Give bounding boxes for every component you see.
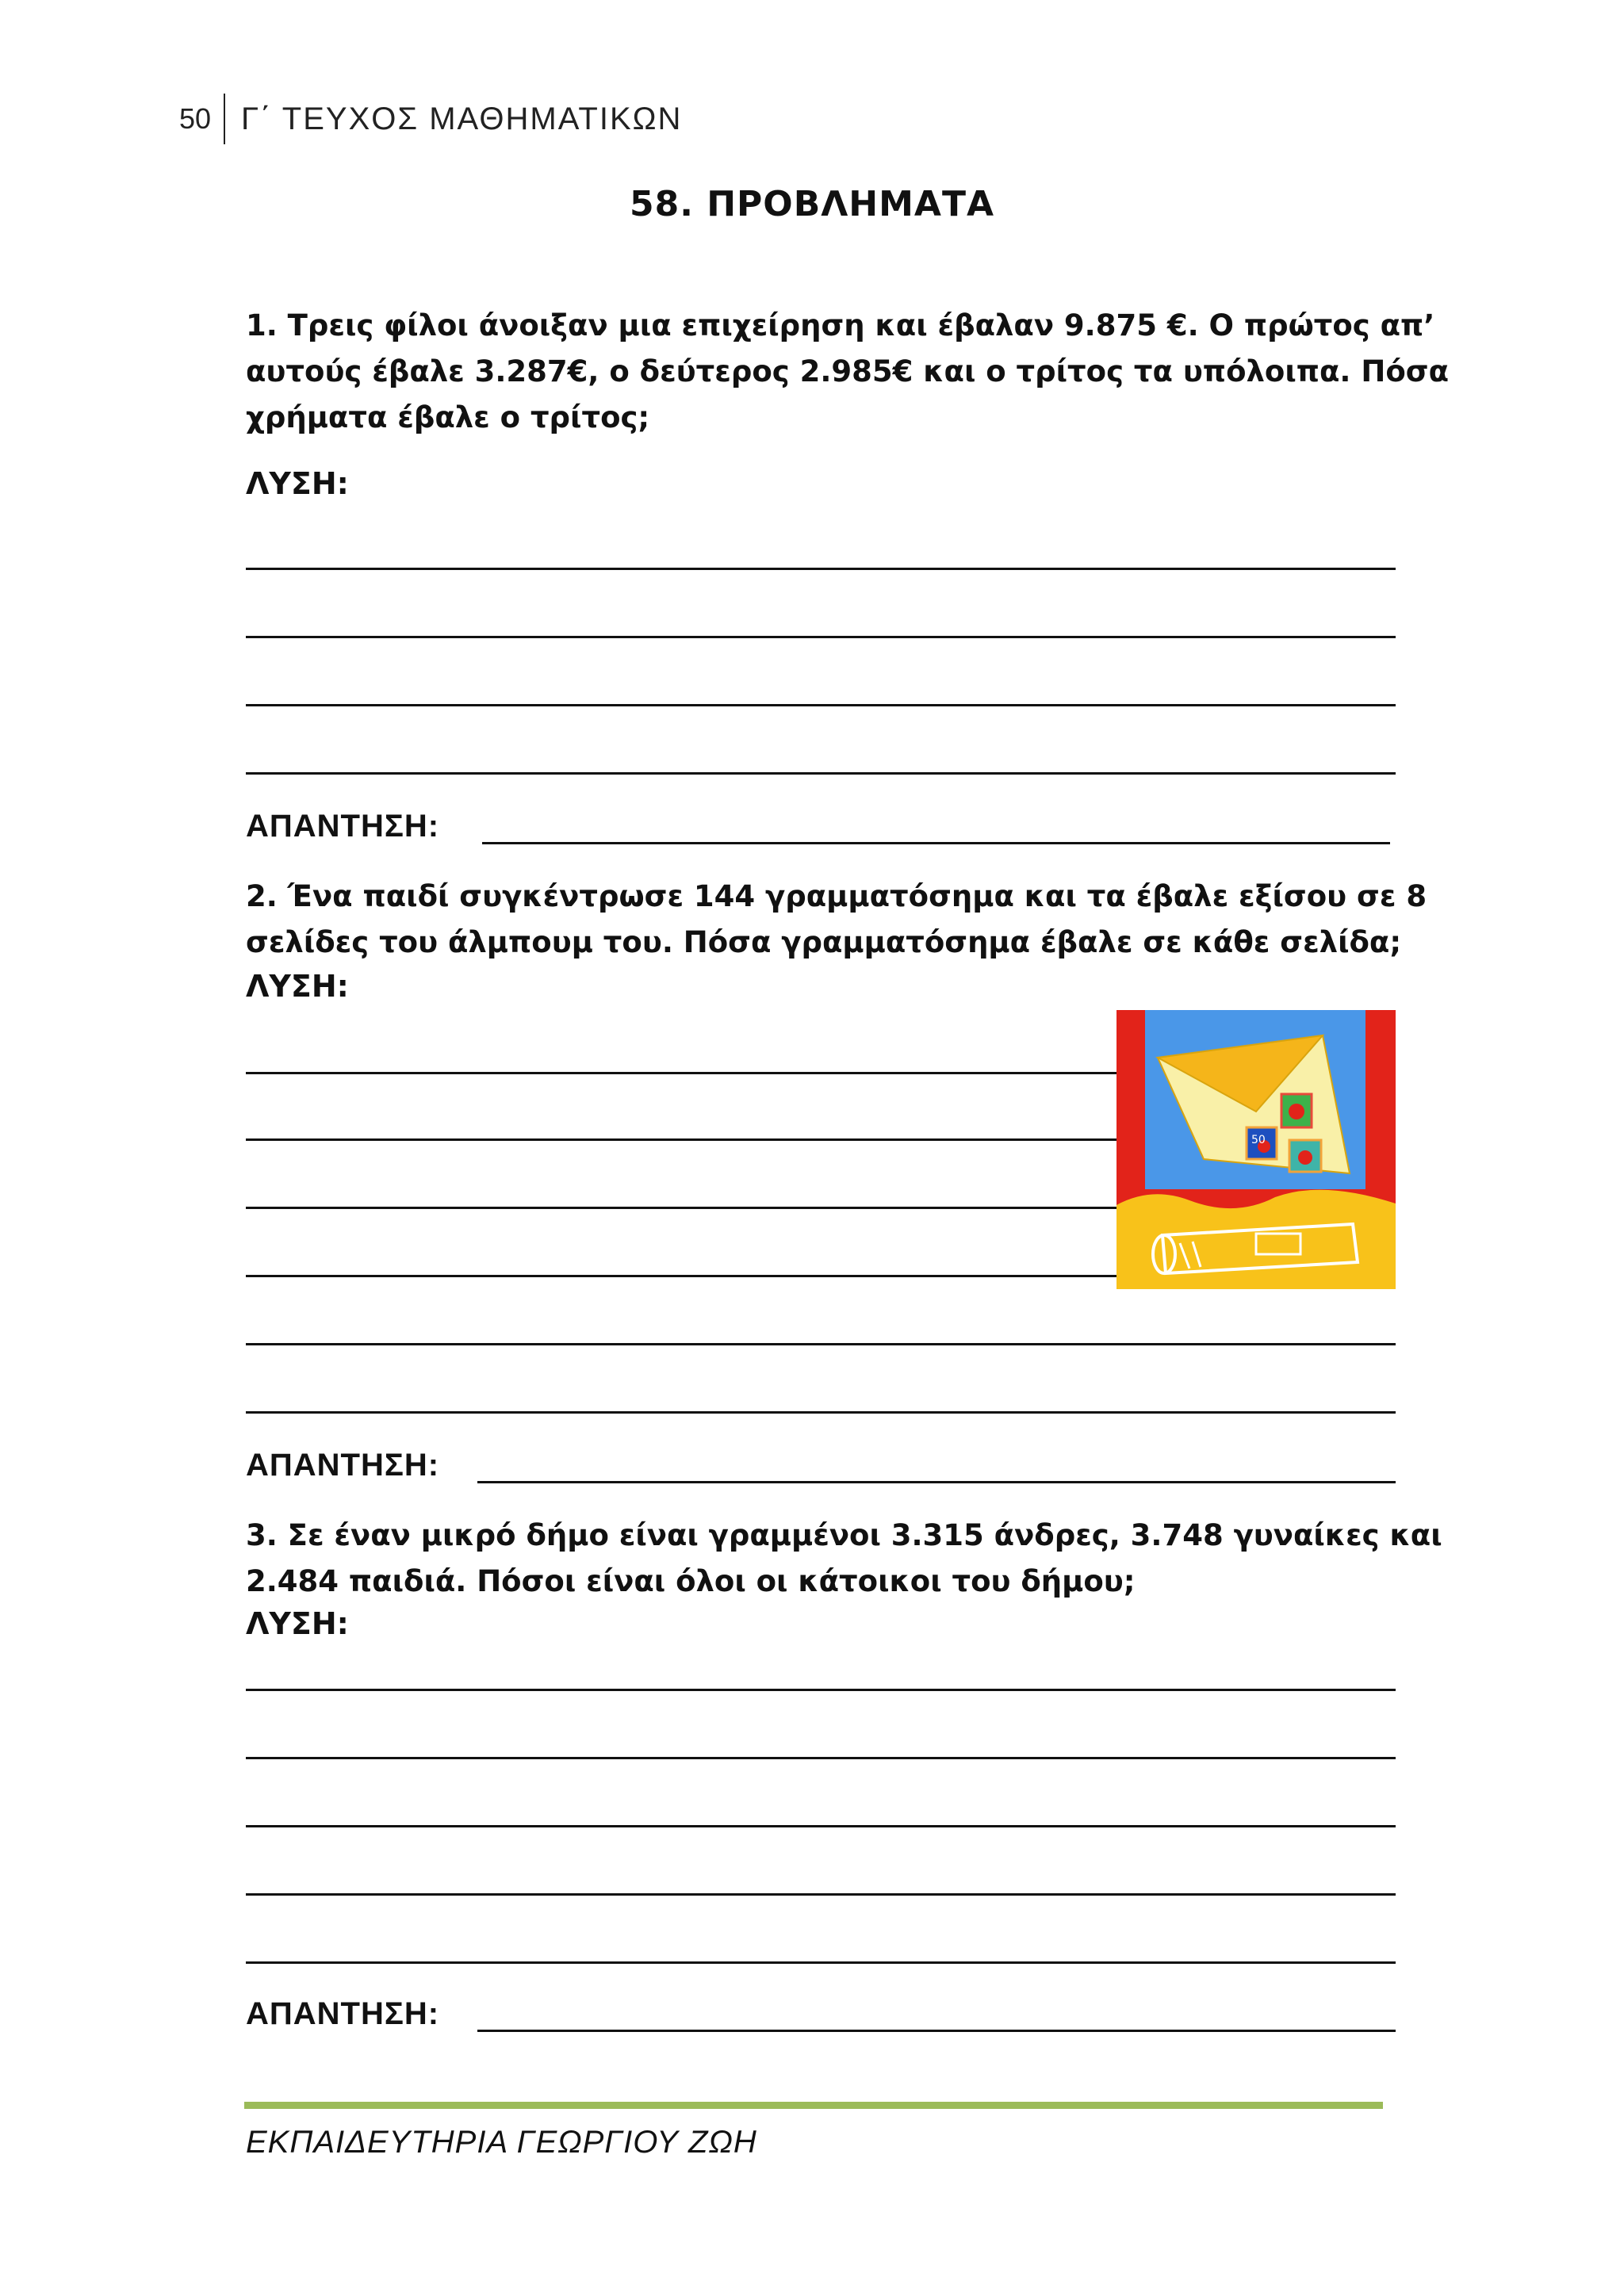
problem-1-solution-line[interactable] (246, 636, 1396, 638)
problem-1-answer-label: ΑΠΑΝΤΗΣΗ: (246, 809, 440, 844)
problem-text-line: σελίδες του άλμπουμ του. Πόσα γραμματόσημα έβαλε σε κάθε σελίδα; (246, 925, 1402, 959)
envelope-with-stamps-icon (1116, 1010, 1396, 1289)
problem-2-answer-label: ΑΠΑΝΤΗΣΗ: (246, 1448, 440, 1483)
problem-1-solution-line[interactable] (246, 704, 1396, 706)
section-title: 58. ΠΡΟΒΛΗΜΑΤΑ (629, 184, 995, 224)
problem-1-solution-line[interactable] (246, 568, 1396, 570)
problem-1-solution-line[interactable] (246, 772, 1396, 775)
problem-3-answer-line[interactable] (477, 2030, 1396, 2032)
stamp-icon (1247, 1127, 1277, 1159)
book-title: Γ΄ ΤΕΥΧΟΣ ΜΑΘΗΜΑΤΙΚΩΝ (241, 101, 683, 136)
problem-2-solution-line[interactable] (246, 1343, 1396, 1345)
problem-3-solution-line[interactable] (246, 1893, 1396, 1896)
problem-3-solution-line[interactable] (246, 1757, 1396, 1759)
problem-1-text (246, 303, 1449, 441)
problem-2-solution-label: ΛΥΣΗ: (246, 969, 349, 1004)
problem-2-text (246, 874, 1427, 966)
stamp-icon (1281, 1094, 1312, 1127)
problem-text-line: 2.484 παιδιά. Πόσοι είναι όλοι οι κάτοικοι του δήμου; (246, 1564, 1136, 1598)
problem-3-solution-line[interactable] (246, 1689, 1396, 1691)
problem-text-line: χρήματα έβαλε ο τρίτος; (246, 400, 650, 434)
problem-text-line: 3. Σε έναν μικρό δήμο είναι γραμμένοι 3.315 άνδρες, 3.748 γυναίκες και (246, 1518, 1442, 1552)
problem-3-solution-label: ΛΥΣΗ: (246, 1606, 349, 1641)
page-number: 50 (179, 102, 212, 135)
page-header (179, 94, 682, 144)
problem-text-line: 2. Ένα παιδί συγκέντρωσε 144 γραμματόσημα και τα έβαλε εξίσου σε 8 (246, 879, 1427, 913)
problem-text-line: αυτούς έβαλε 3.287€, ο δεύτερος 2.985€ και ο τρίτος τα υπόλοιπα. Πόσα (246, 354, 1449, 388)
problem-3-answer-label: ΑΠΑΝΤΗΣΗ: (246, 1996, 440, 2031)
footer-text: ΕΚΠΑΙΔΕΥΤΗΡΙΑ ΓΕΩΡΓΙΟΥ ΖΩΗ (246, 2125, 757, 2160)
problem-3-solution-line[interactable] (246, 1961, 1396, 1964)
problem-2-answer-line[interactable] (477, 1481, 1396, 1483)
footer-rule (244, 2102, 1383, 2109)
problem-3-solution-line[interactable] (246, 1825, 1396, 1827)
problem-1-solution-label: ΛΥΣΗ: (246, 466, 349, 501)
problem-3-text (246, 1513, 1442, 1605)
stamp-value: 50 (1251, 1134, 1266, 1146)
problem-2-solution-line[interactable] (246, 1411, 1396, 1414)
stamp-icon (1289, 1140, 1321, 1172)
problem-1-answer-line[interactable] (482, 842, 1390, 844)
problem-text-line: 1. Τρεις φίλοι άνοιξαν μια επιχείρηση και έβαλαν 9.875 €. Ο πρώτος απ’ (246, 308, 1435, 342)
